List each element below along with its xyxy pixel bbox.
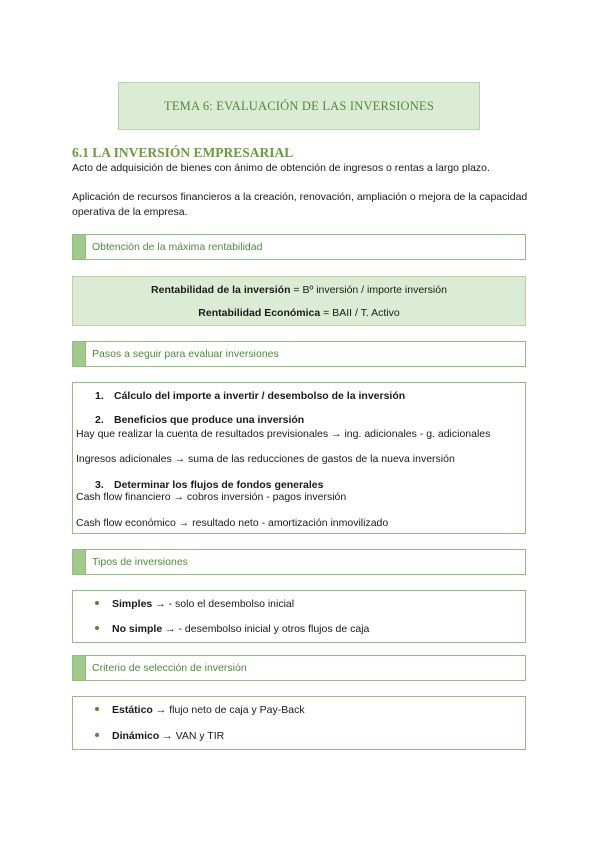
list-item-term: No simple [112, 623, 163, 635]
bullet-icon [95, 733, 99, 737]
document-title-text: TEMA 6: EVALUACIÓN DE LAS INVERSIONES [163, 98, 435, 113]
step-number: 3. [95, 479, 104, 491]
formula-box [72, 276, 526, 326]
step-detail: Cash flow financiero → cobros inversión - pagos inversión [76, 491, 347, 503]
list-item-text: → - solo el desembolso inicial [152, 598, 295, 610]
step-detail: Ingresos adicionales → suma de las reducciones de gastos de la nueva inversión [76, 453, 455, 465]
list-item-term: Dinámico [112, 730, 160, 742]
step-title: Determinar los flujos de fondos generales [114, 479, 324, 491]
label-box-rentabilidad [72, 234, 526, 260]
list-item [95, 730, 224, 742]
paragraph-definition: Acto de adquisición de bienes con ánimo de obtención de ingresos o rentas a largo plazo. [72, 162, 490, 174]
list-item-text: → flujo neto de caja y Pay-Back [152, 704, 305, 716]
formula-term: Rentabilidad Económica [198, 306, 321, 319]
paragraph-application: Aplicación de recursos financieros a la creación, renovación, ampliación o mejora de la capacidad operativa de la empresa. [72, 191, 528, 218]
step-title: Cálculo del importe a invertir / desembolso de la inversión [114, 390, 406, 402]
list-item-text: → VAN y TIR [159, 730, 225, 742]
label-accent-bar [73, 235, 86, 259]
label-box-pasos [72, 341, 526, 367]
bullet-icon [95, 707, 99, 711]
label-box-text: Tipos de inversiones [92, 556, 188, 568]
label-box-tipos [72, 549, 526, 575]
step-number: 1. [95, 390, 104, 402]
label-box-criterio [72, 655, 526, 681]
formula-expression: = BAII / T. Activo [320, 306, 400, 319]
list-item-term: Simples [112, 598, 153, 610]
formula-expression: = Bº inversión / importe inversión [290, 283, 447, 296]
step-detail: Cash flow económico → resultado neto - amortización inmovilizado [76, 517, 389, 529]
list-item [95, 704, 305, 716]
list-item-term: Estático [112, 704, 153, 716]
types-box [72, 590, 526, 643]
formula-rentabilidad-economica [198, 307, 399, 319]
list-item [95, 598, 294, 610]
label-box-text: Obtención de la máxima rentabilidad [92, 241, 263, 253]
steps-box [72, 382, 526, 534]
label-accent-bar [73, 342, 86, 366]
step-title: Beneficios que produce una inversión [114, 414, 305, 426]
label-accent-bar [73, 656, 86, 680]
criteria-box [72, 696, 526, 750]
label-accent-bar [73, 550, 86, 574]
document-title [118, 82, 480, 130]
step-detail: Hay que realizar la cuenta de resultados previsionales → ing. adicionales - g. adicionales [76, 428, 491, 440]
section-heading: 6.1 LA INVERSIÓN EMPRESARIAL [72, 145, 294, 160]
list-item-text: → - desembolso inicial y otros flujos de caja [162, 623, 370, 635]
step-number: 2. [95, 414, 104, 426]
label-box-text: Criterio de selección de inversión [92, 662, 247, 674]
bullet-icon [95, 626, 99, 630]
bullet-icon [95, 601, 99, 605]
formula-term: Rentabilidad de la inversión [151, 283, 291, 296]
formula-rentabilidad-inversion [151, 284, 447, 296]
list-item [95, 623, 369, 635]
label-box-text: Pasos a seguir para evaluar inversiones [92, 348, 279, 360]
